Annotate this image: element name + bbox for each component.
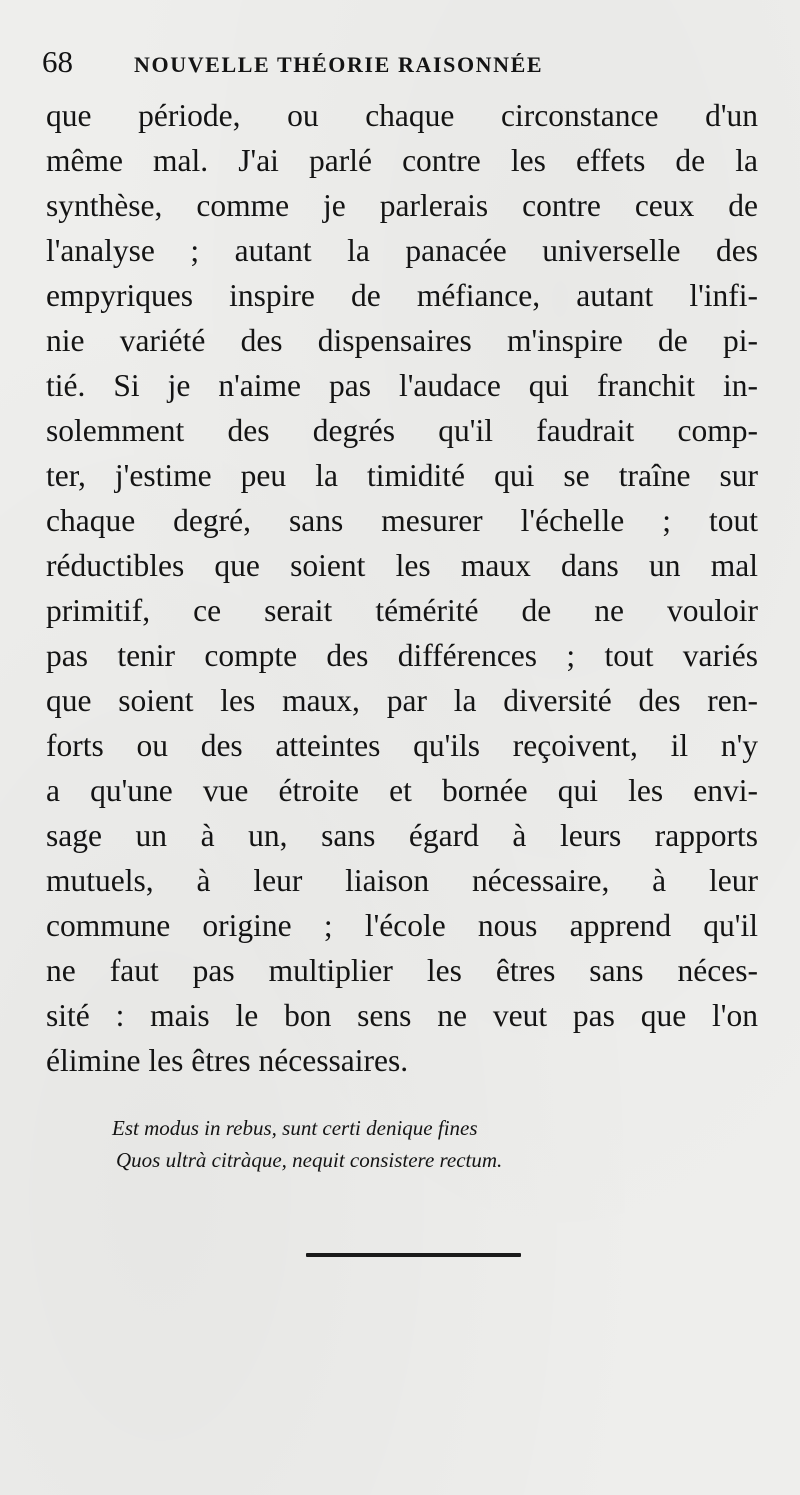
page-number: 68 xyxy=(42,44,73,79)
running-header xyxy=(42,42,762,82)
text-line: l'analyse ; autant la panacée universelle des xyxy=(46,233,758,268)
verse-line: Quos ultrà citràque, nequit consistere rectum. xyxy=(116,1148,503,1172)
text-line: a qu'une vue étroite et bornée qui les envi- xyxy=(46,773,758,808)
text-line: synthèse, comme je parlerais contre ceux de xyxy=(46,188,758,223)
text-line: sage un à un, sans égard à leurs rapports xyxy=(46,818,758,853)
text-line: pas tenir compte des différences ; tout variés xyxy=(46,638,758,673)
text-line: forts ou des atteintes qu'ils reçoivent, il n'y xyxy=(46,728,758,763)
verse-line: Est modus in rebus, sunt certi denique fines xyxy=(112,1116,478,1140)
text-line: tié. Si je n'aime pas l'audace qui franchit in- xyxy=(46,368,758,403)
text-line: ter, j'estime peu la timidité qui se traîne sur xyxy=(46,458,758,493)
text-line: réductibles que soient les maux dans un mal xyxy=(46,548,758,583)
text-line: chaque degré, sans mesurer l'échelle ; tout xyxy=(46,503,758,538)
section-divider-rule xyxy=(306,1253,521,1257)
text-line: que soient les maux, par la diversité des ren- xyxy=(46,683,758,718)
text-line: sité : mais le bon sens ne veut pas que l'on xyxy=(46,998,758,1033)
text-line: empyriques inspire de méfiance, autant l'infi- xyxy=(46,278,758,313)
text-line: que période, ou chaque circonstance d'un xyxy=(46,98,758,133)
text-line: nie variété des dispensaires m'inspire de pi- xyxy=(46,323,758,358)
text-line: même mal. J'ai parlé contre les effets de la xyxy=(46,143,758,178)
running-title: NOUVELLE THÉORIE RAISONNÉE xyxy=(134,52,544,77)
text-line: solemment des degrés qu'il faudrait comp- xyxy=(46,413,758,448)
text-line: mutuels, à leur liaison nécessaire, à leur xyxy=(46,863,758,898)
latin-verse-quote xyxy=(112,1112,632,1176)
text-line: élimine les êtres nécessaires. xyxy=(46,1043,409,1078)
text-line: commune origine ; l'école nous apprend qu'il xyxy=(46,908,758,943)
text-line: primitif, ce serait témérité de ne vouloir xyxy=(46,593,758,628)
body-paragraph xyxy=(46,93,758,1083)
text-line: ne faut pas multiplier les êtres sans néces- xyxy=(46,953,758,988)
